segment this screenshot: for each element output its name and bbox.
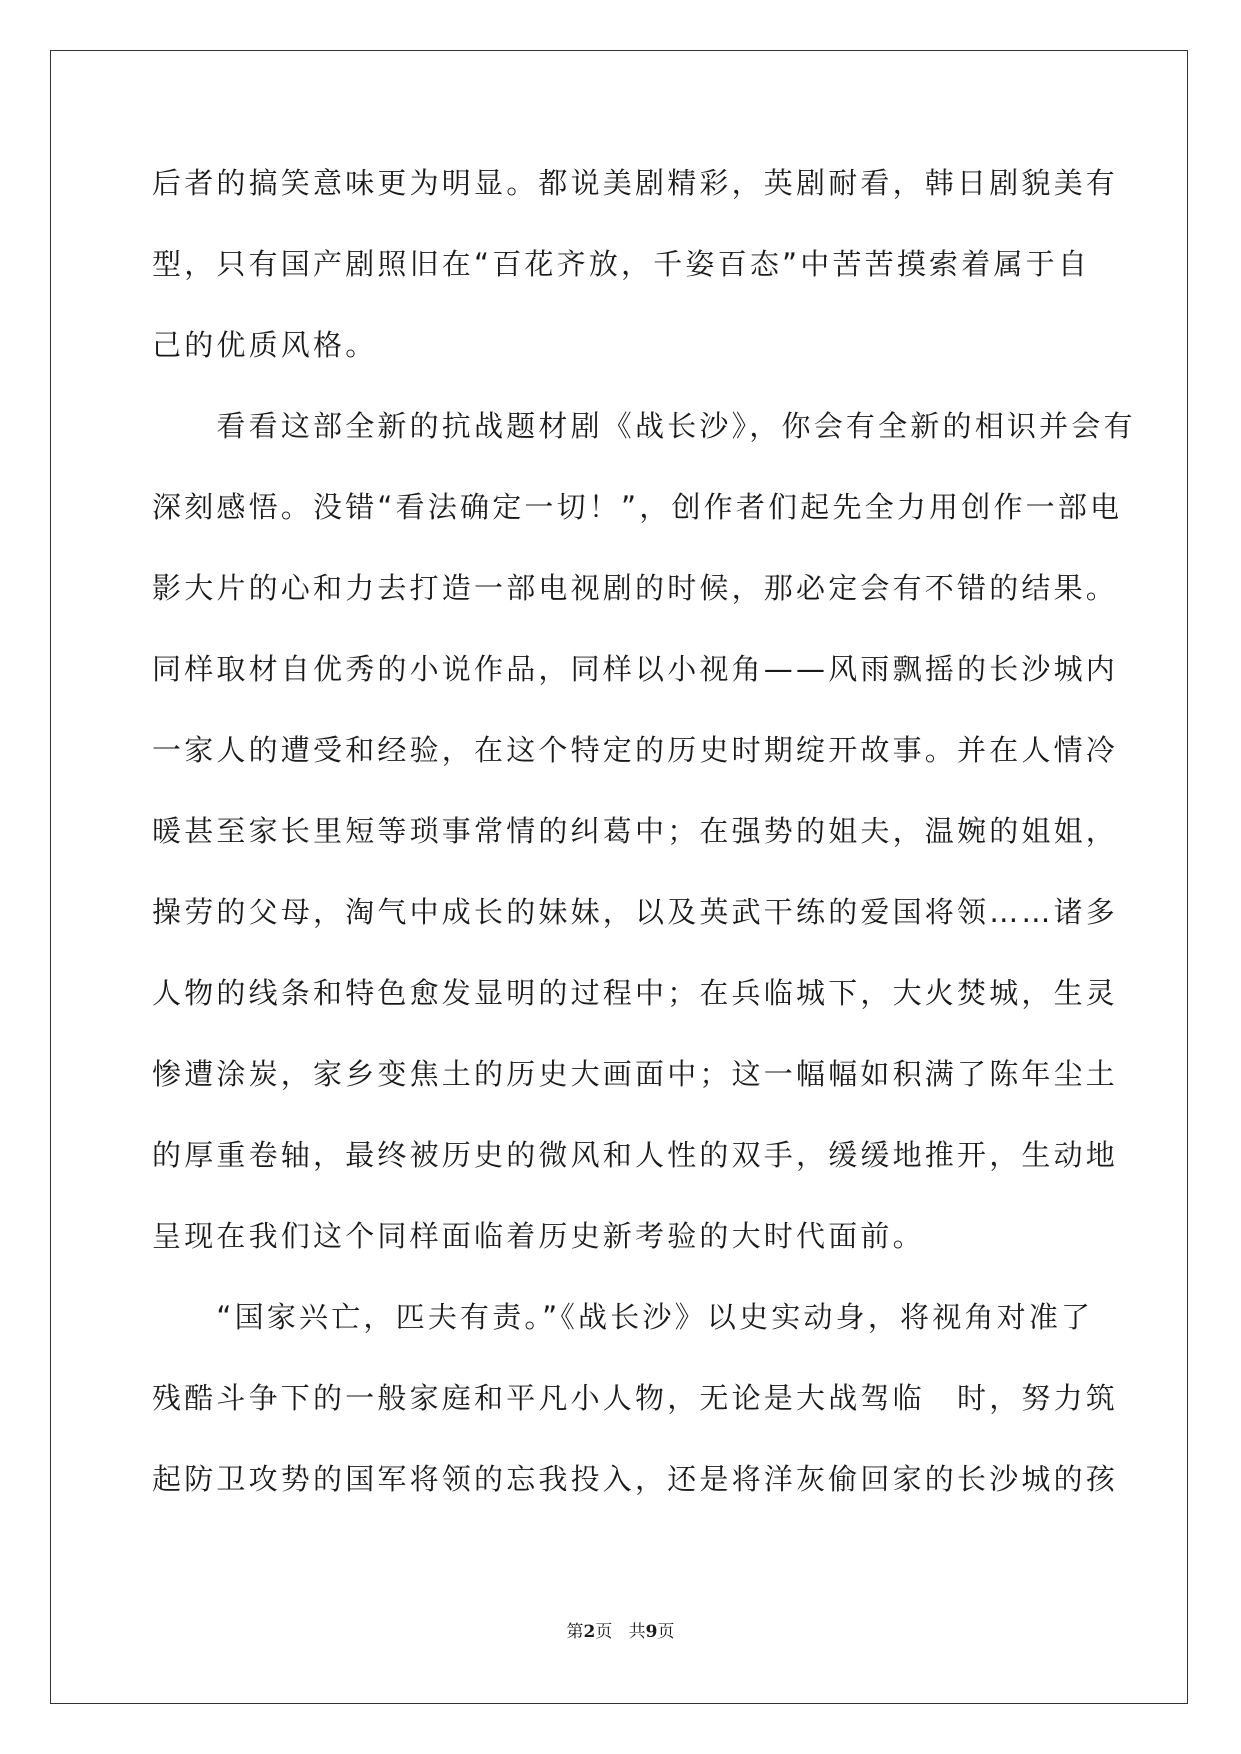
text-line: 操劳的父母，淘气中成长的妹妹，以及英武干练的爱国将领……诸多 [152,895,1119,929]
text-line: 的厚重卷轴，最终被历史的微风和人性的双手，缓缓地推开，生动地 [152,1138,1119,1172]
text-line: 一家人的遭受和经验，在这个特定的历史时期绽开故事。并在人情冷 [152,733,1119,767]
text-line: 深刻感悟。没错“看法确定一切！”，创作者们起先全力用创作一部电 [152,490,1123,524]
footer-total-unit: 页 [657,1622,675,1642]
text-line: 同样取材自优秀的小说作品，同样以小视角——风雨飘摇的长沙城内 [152,652,1119,686]
text-line: 影大片的心和力去打造一部电视剧的时候，那必定会有不错的结果。 [152,571,1119,605]
text-line: 暖甚至家长里短等琐事常情的纠葛中；在强势的姐夫，温婉的姐姐， [152,814,1119,848]
text-line: 人物的线条和特色愈发显明的过程中；在兵临城下，大火焚城，生灵 [152,976,1119,1010]
total-page-count: 9 [645,1622,658,1642]
current-page-number: 2 [583,1622,596,1642]
footer-page-unit: 页 [595,1622,613,1642]
text-line: 呈现在我们这个同样面临着历史新考验的大时代面前。 [152,1219,925,1253]
text-line: 起防卫攻势的国军将领的忘我投入，还是将洋灰偷回家的长沙城的孩 [152,1462,1119,1496]
document-body [152,158,1136,1535]
text-line: 看看这部全新的抗战题材剧《战长沙》，你会有全新的相识并会有 [152,409,1136,443]
text-line: 己的优质风格。 [152,328,378,362]
footer-prefix: 第 [566,1622,584,1642]
page-footer [0,1617,1241,1642]
text-line: 残酷斗争下的一般家庭和平凡小人物，无论是大战驾临 时，努力筑 [152,1381,1119,1415]
text-line: 型，只有国产剧照旧在“百花齐放，千姿百态”中苦苦摸索着属于自 [152,247,1091,281]
text-line: “国家兴亡，匹夫有责。”《战长沙》以史实动身，将视角对准了 [152,1300,1094,1334]
footer-total-prefix: 共 [628,1622,646,1642]
text-line: 惨遭涂炭，家乡变焦土的历史大画面中；这一幅幅如积满了陈年尘土 [152,1057,1119,1091]
text-line: 后者的搞笑意味更为明显。都说美剧精彩，英剧耐看，韩日剧貌美有 [152,166,1119,200]
